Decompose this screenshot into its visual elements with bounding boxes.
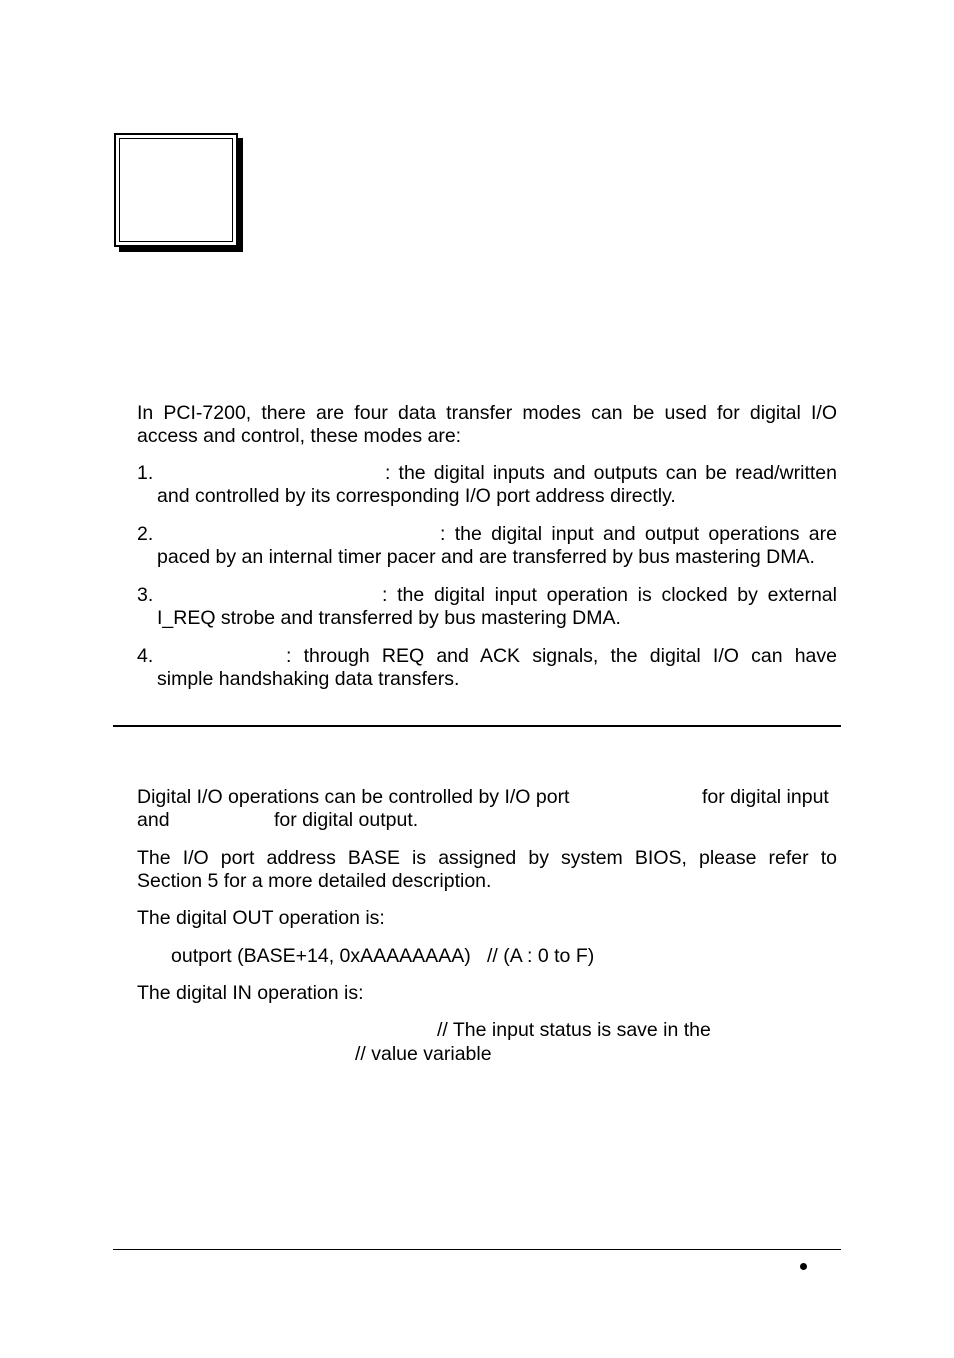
section-para-1-right: for digital input [702,786,829,808]
chapter-number-box [114,133,238,247]
mode-description: : the digital inputs and outputs can be read/written [385,462,837,484]
section-para-1-left: Digital I/O operations can be controlled by I/O port [137,786,570,808]
mode-number: 3. [137,584,154,606]
section-divider [113,725,841,727]
intro-line-1: In PCI-7200, there are four data transfer modes can be used for digital I/O [137,402,837,424]
mode-description-continued: simple handshaking data transfers. [157,668,460,690]
mode-description-continued: paced by an internal timer pacer and are transferred by bus mastering DMA. [157,546,815,568]
digital-out-label: The digital OUT operation is: [137,907,385,929]
section-para-1-and: and [137,809,170,831]
mode-description: : the digital input operation is clocked by external [382,584,837,606]
footer-bullet-icon [800,1263,807,1270]
intro-line-2: access and control, these modes are: [137,425,462,447]
digital-in-comment-1: // The input status is save in the [437,1019,711,1041]
chapter-number-box-inner-border [119,138,233,242]
section-para-2-line-1: The I/O port address BASE is assigned by system BIOS, please refer to [137,847,837,869]
digital-in-label: The digital IN operation is: [137,982,364,1004]
section-para-1-output: for digital output. [274,809,419,831]
section-para-2-line-2: Section 5 for a more detailed description. [137,870,492,892]
mode-number: 1. [137,462,154,484]
digital-in-comment-2: // value variable [355,1043,492,1065]
mode-description: : through REQ and ACK signals, the digital I/O can have [286,645,837,667]
footer-rule [113,1249,841,1250]
mode-description-continued: and controlled by its corresponding I/O port address directly. [157,485,676,507]
mode-number: 4. [137,645,154,667]
digital-out-code: outport (BASE+14, 0xAAAAAAAA) // (A : 0 to F) [171,945,595,967]
mode-description-continued: I_REQ strobe and transferred by bus mastering DMA. [157,607,621,629]
mode-description: : the digital input and output operations are [440,523,837,545]
mode-number: 2. [137,523,154,545]
